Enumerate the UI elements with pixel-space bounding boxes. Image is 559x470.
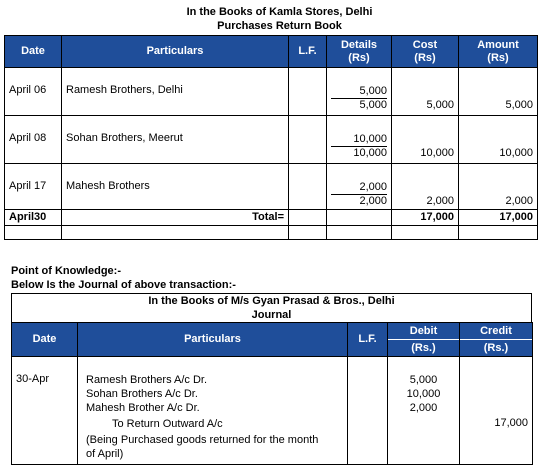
col-cost bbox=[392, 36, 459, 68]
col-amount bbox=[459, 36, 538, 68]
col-lf: L.F. bbox=[289, 36, 327, 68]
detail-value: 10,000 bbox=[331, 133, 387, 147]
row-details bbox=[327, 68, 392, 116]
row-lf bbox=[289, 68, 327, 116]
journal-heading-line2: Journal bbox=[251, 309, 292, 321]
journal-line: Mahesh Brother A/c Dr. bbox=[86, 402, 200, 414]
journal-line: Ramesh Brothers A/c Dr. bbox=[86, 374, 208, 386]
debit-value: 5,000 bbox=[409, 374, 438, 386]
col-details-unit: (Rs) bbox=[348, 51, 370, 64]
debit-value: 2,000 bbox=[409, 402, 438, 414]
journal-heading-line1: In the Books of M/s Gyan Prasad & Bros., Delhi bbox=[148, 295, 395, 307]
row-amount: 5,000 bbox=[459, 68, 538, 116]
journal-intro: Below Is the Journal of above transaction:- bbox=[11, 279, 236, 291]
total-cost: 17,000 bbox=[392, 210, 459, 226]
journal-narration: (Being Purchased goods returned for the month bbox=[86, 434, 319, 446]
total-amount: 17,000 bbox=[459, 210, 538, 226]
col-amount-unit: (Rs) bbox=[487, 51, 509, 64]
col-cost-unit: (Rs) bbox=[414, 51, 436, 64]
detail-subtotal: 10,000 bbox=[353, 147, 387, 159]
journal-col-lf: L.F. bbox=[348, 323, 388, 357]
journal-entry-particulars bbox=[78, 357, 348, 465]
journal-line: Sohan Brothers A/c Dr. bbox=[86, 388, 198, 400]
total-details bbox=[327, 210, 392, 226]
book-subtitle: Purchases Return Book bbox=[217, 20, 342, 32]
journal-entry-row bbox=[12, 357, 533, 465]
journal-entry-debit bbox=[388, 357, 460, 465]
row-details bbox=[327, 164, 392, 210]
point-of-knowledge: Point of Knowledge:- bbox=[11, 265, 121, 277]
col-cost-label: Cost bbox=[412, 38, 438, 51]
detail-subtotal: 2,000 bbox=[359, 195, 387, 207]
col-particulars: Particulars bbox=[62, 36, 289, 68]
journal-col-date: Date bbox=[12, 323, 78, 357]
total-row bbox=[5, 210, 538, 226]
journal-entry-lf bbox=[348, 357, 388, 465]
journal-col-credit-label: Credit bbox=[460, 323, 532, 340]
col-amount-label: Amount bbox=[477, 38, 519, 51]
row-particulars: Mahesh Brothers bbox=[62, 164, 289, 210]
col-details bbox=[327, 36, 392, 68]
journal-col-debit-label: Debit bbox=[388, 323, 459, 340]
detail-value: 5,000 bbox=[331, 85, 387, 99]
table-row bbox=[5, 116, 538, 164]
row-particulars: Sohan Brothers, Meerut bbox=[62, 116, 289, 164]
row-cost: 5,000 bbox=[392, 68, 459, 116]
row-cost: 10,000 bbox=[392, 116, 459, 164]
row-amount: 2,000 bbox=[459, 164, 538, 210]
row-details bbox=[327, 116, 392, 164]
journal-line: To Return Outward A/c bbox=[112, 418, 223, 430]
journal-entry-credit: 17,000 bbox=[460, 357, 533, 465]
row-cost: 2,000 bbox=[392, 164, 459, 210]
journal-col-debit-unit: (Rs.) bbox=[411, 342, 436, 354]
detail-value: 2,000 bbox=[331, 181, 387, 195]
book-title: In the Books of Kamla Stores, Delhi bbox=[186, 6, 373, 18]
total-lf bbox=[289, 210, 327, 226]
row-particulars: Ramesh Brothers, Delhi bbox=[62, 68, 289, 116]
purchases-return-table bbox=[4, 35, 538, 240]
total-label: Total= bbox=[62, 210, 289, 226]
row-date: April 08 bbox=[5, 116, 62, 164]
row-lf bbox=[289, 164, 327, 210]
journal-col-credit bbox=[460, 323, 533, 357]
table-row bbox=[5, 164, 538, 210]
journal-col-debit bbox=[388, 323, 460, 357]
row-amount: 10,000 bbox=[459, 116, 538, 164]
journal-col-particulars: Particulars bbox=[78, 323, 348, 357]
journal-heading bbox=[11, 293, 532, 323]
blank-row bbox=[5, 226, 538, 240]
total-date: April30 bbox=[5, 210, 62, 226]
journal-narration-cont: of April) bbox=[86, 448, 124, 460]
row-lf bbox=[289, 116, 327, 164]
col-details-label: Details bbox=[340, 38, 378, 51]
journal-entry-date: 30-Apr bbox=[12, 357, 78, 465]
row-date: April 06 bbox=[5, 68, 62, 116]
col-date: Date bbox=[5, 36, 62, 68]
debit-value: 10,000 bbox=[406, 388, 441, 400]
row-date: April 17 bbox=[5, 164, 62, 210]
table-row bbox=[5, 68, 538, 116]
detail-subtotal: 5,000 bbox=[359, 99, 387, 111]
journal-col-credit-unit: (Rs.) bbox=[483, 342, 509, 354]
journal-table bbox=[11, 322, 533, 465]
